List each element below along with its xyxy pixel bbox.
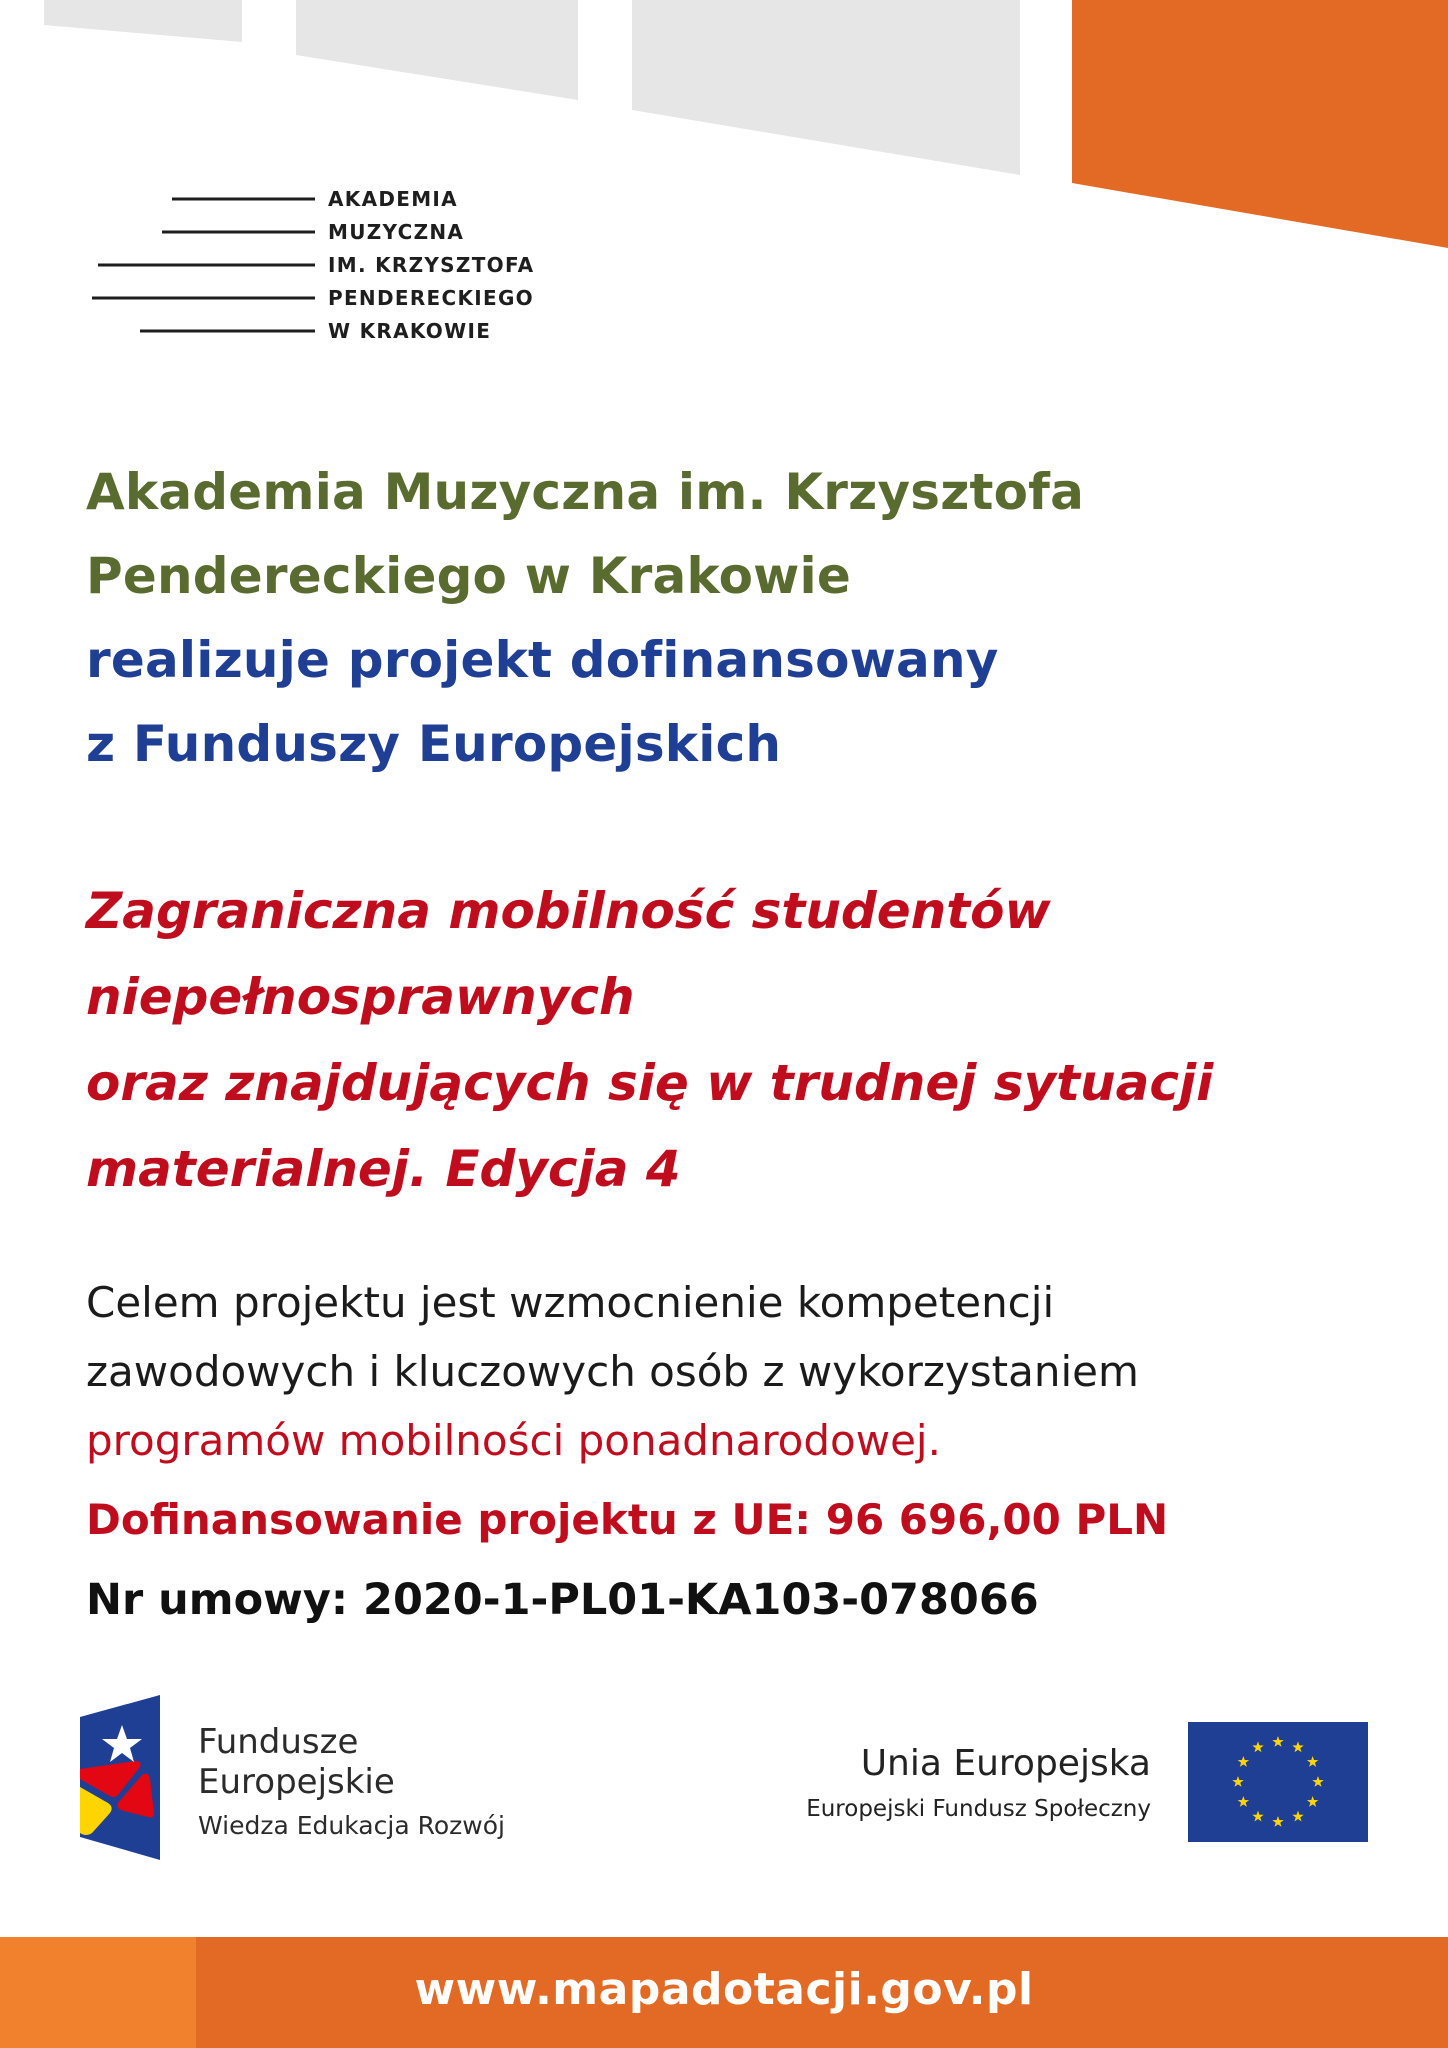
logo-line: W KRAKOWIE [328,319,492,343]
eu-logo-title: Unia Europejska [860,1743,1151,1784]
logo-line: MUZYCZNA [328,220,465,244]
logo-text [328,183,534,348]
headline [86,450,1386,786]
logo-line: IM. KRZYSZTOFA [328,253,535,277]
project-title-line: Zagraniczna mobilność studentów [86,882,1051,940]
description-line: Celem projektu jest wzmocnienie kompetencji [86,1278,1055,1327]
logo-line: AKADEMIA [328,187,458,211]
fe-logo-line: Fundusze [198,1722,359,1762]
project-title-line: oraz znajdujących się w trudnej sytuacji [86,1054,1214,1112]
eu-logo-subtitle: Europejski Fundusz Społeczny [806,1796,1151,1822]
project-title-line: niepełnosprawnych [86,968,635,1026]
description-line: zawodowych i kluczowych osób z wykorzystaniem [86,1347,1139,1396]
description-line: programów mobilności ponadnarodowej. [86,1416,941,1465]
footer-bar [0,1937,1448,2048]
funding-amount: Dofinansowanie projektu z UE: 96 696,00 PLN [86,1495,1169,1544]
academy-logo [90,183,590,353]
fe-logo-tagline: Wiedza Edukacja Rozwój [198,1811,505,1840]
contract-number: Nr umowy: 2020-1-PL01-KA103-078066 [86,1575,1039,1625]
logo-lines-icon [90,183,330,353]
eu-flag-icon [1188,1722,1368,1842]
fundusze-europejskie-logo [78,1695,538,1860]
headline-line: z Funduszy Europejskich [86,715,782,773]
headline-line: Pendereckiego w Krakowie [86,547,851,605]
fe-logo-line: Europejskie [198,1762,395,1802]
project-description [86,1268,1406,1475]
headline-line: realizuje projekt dofinansowany [86,631,999,689]
logo-line: PENDERECKIEGO [328,286,534,310]
footer-url-link[interactable]: www.mapadotacji.gov.pl [414,1964,1034,2015]
headline-line: Akademia Muzyczna im. Krzysztofa [86,463,1085,521]
fundusze-europejskie-flag-icon [78,1695,164,1860]
project-title-line: materialnej. Edycja 4 [86,1140,681,1198]
project-title [86,868,1406,1212]
